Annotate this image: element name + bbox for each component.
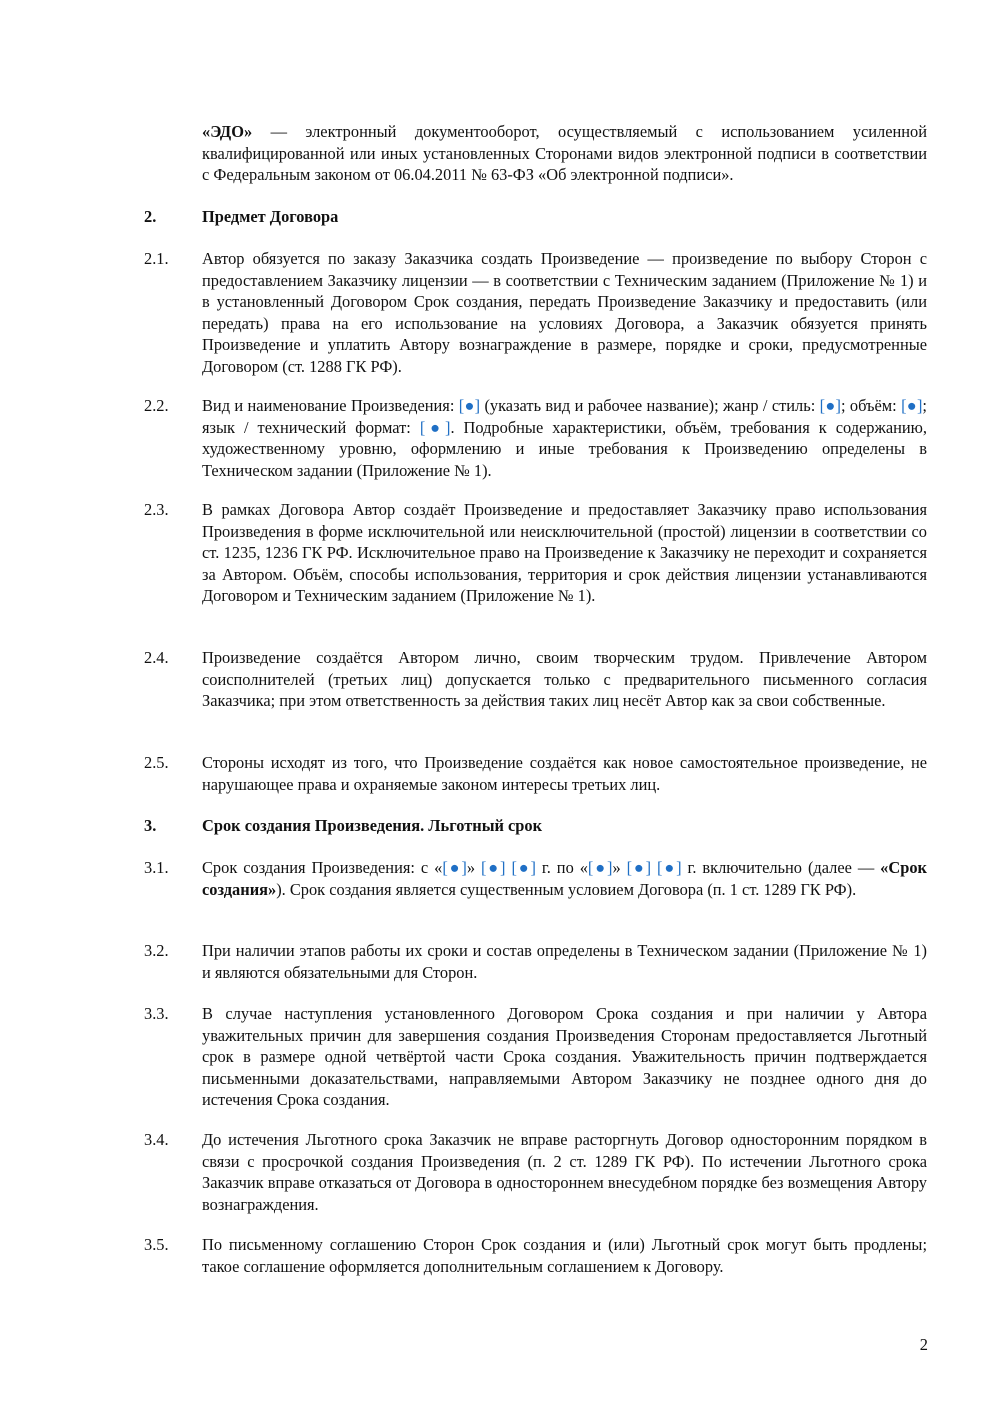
placeholder-marker: [●] [657,858,682,877]
clause-text-part: г. включительно (далее — [681,858,881,877]
clause-2-3-text: В рамках Договора Автор создаёт Произведение и предоставляет Заказчику право использования Произведения в форме исключительной или неисключительной (простой) лицензии в соответствии со ст. 1235, 1236 ГК РФ. Исключительное право на Произведение к Заказчику не переходит и сохраняется за Автором. Объём, способы использования, территория и срок действия лицензии устанавливаются Договором и Техническим заданием (Приложение № 1). [202,500,927,605]
clause-text-part: Вид и наименование Произведения: [202,396,459,415]
section-2-number: 2. [144,207,157,226]
clause-3-3-text: В случае наступления установленного Договором Срока создания и при наличии у Автора уважительных причин для завершения создания Произведения Сторонам предоставляется Льготный срок в размере одной четвёртой части Срока создания. Уважительность причин подтверждается письменными доказательствами, направляемыми Автором Заказчику не позднее одного дня до истечения Срока создания. [202,1004,927,1109]
clause-2-2-number: 2.2. [144,396,169,415]
placeholder-marker: [●] [458,396,481,415]
definition-text: — электронный документооборот, осуществляемый с использованием усиленной квалифицированной или иных установленных Сторонами видов электронной подписи в соответствии с Федеральным законом от 06.04.2011 № 63-ФЗ «Об электронной подписи». [202,122,927,184]
placeholder-marker: [●] [901,396,923,415]
clause-3-5-text: По письменному соглашению Сторон Срок создания и (или) Льготный срок могут быть продлены; такое соглашение оформляется дополнительным соглашением к Договору. [202,1235,927,1276]
clause-2-5-number: 2.5. [144,753,169,772]
clause-2-5-text: Стороны исходят из того, что Произведение создаётся как новое самостоятельное произведение, не нарушающее права и охраняемые законом интересы третьих лиц. [202,753,927,794]
clause-text-part: Срок создания Произведения: с « [202,858,443,877]
placeholder-marker: [●] [626,858,652,877]
clause-2-4-number: 2.4. [144,648,169,667]
placeholder-marker: [●] [587,858,613,877]
clause-3-1-text [202,857,927,900]
clause-text-part: » [612,858,627,877]
definition-term: «ЭДО» [202,122,253,141]
clause-text-part: г. по « [535,858,588,877]
clause-3-3-number: 3.3. [144,1004,169,1023]
clause-3-5-number: 3.5. [144,1235,169,1254]
clause-2-1-number: 2.1. [144,249,169,268]
clause-text-part: ; объём: [840,396,902,415]
placeholder-marker: [●] [442,858,467,877]
placeholder-marker: [●] [480,858,506,877]
page-number: 2 [919,1335,928,1354]
section-3-title: Срок создания Произведения. Льготный срок [202,816,543,835]
placeholder-marker: [●] [511,858,536,877]
clause-text-part: ). Срок создания является существенным условием Договора (п. 1 ст. 1289 ГК РФ). [276,879,857,899]
clause-3-4-text: До истечения Льготного срока Заказчик не вправе расторгнуть Договор односторонним порядком в связи с просрочкой создания Произведения (п. 2 ст. 1289 ГК РФ). По истечении Льготного срока Заказчик вправе отказаться от Договора в одностороннем внесудебном порядке без возмещения Автору вознаграждения. [202,1130,927,1214]
clause-2-2-text [202,395,927,481]
clause-2-4-text: Произведение создаётся Автором лично, своим творческим трудом. Привлечение Автором соисполнителей (третьих лиц) допускается только с предварительного письменного согласия Заказчика; при этом ответственность за действия таких лиц несёт Автор как за свои собственные. [202,648,927,710]
placeholder-marker: [●] [819,396,841,415]
clause-text-part: » [466,858,481,877]
clause-text-part: ; язык / технический формат: [202,396,927,437]
definition-edo [202,121,927,186]
clause-text-part: . Подробные характеристики, объём, требования к содержанию, художественному уровню, оформлению и иные требования к Произведению определены в Техническом задании (Приложение № 1). [202,417,927,480]
clause-3-4-number: 3.4. [144,1130,169,1149]
placeholder-marker: [●] [419,417,451,437]
clause-3-2-text: При наличии этапов работы их сроки и состав определены в Техническом задании (Приложение № 1) и являются обязательными для Сторон. [202,941,927,982]
clause-3-1-number: 3.1. [144,858,169,877]
clause-3-2-number: 3.2. [144,941,169,960]
clause-text-part: (указать вид и рабочее название); жанр / стиль: [480,396,820,415]
section-3-number: 3. [144,816,157,835]
section-2-title: Предмет Договора [202,207,339,226]
clause-2-1-text: Автор обязуется по заказу Заказчика создать Произведение — произведение по выбору Сторон с предоставлением Заказчику лицензии — в соответствии с Техническим заданием (Приложение № 1) и в установленный Договором Срок создания, передать Произведение Заказчику и предоставить (или передать) права на его использование на условиях Договора, а Заказчик обязуется принять Произведение и уплатить Автору вознаграждение в размере, порядке и сроки, предусмотренные Договором (ст. 1288 ГК РФ). [202,249,927,376]
defined-term: «Срок создания» [202,858,927,899]
clause-2-3-number: 2.3. [144,500,169,519]
